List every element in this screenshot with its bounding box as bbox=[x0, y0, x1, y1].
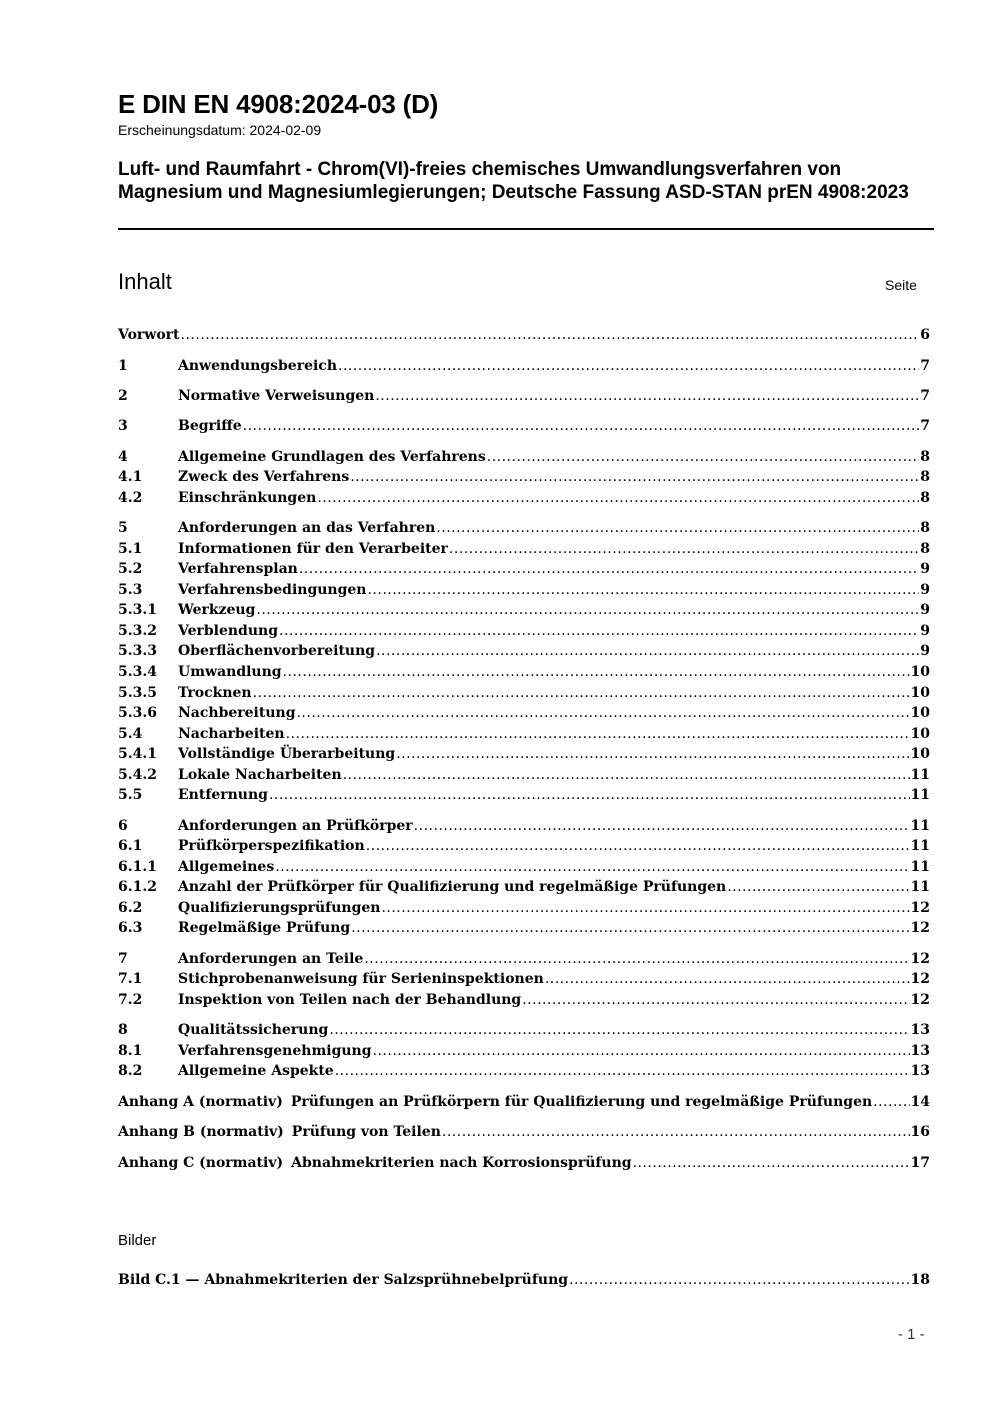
toc-entry-page: 13 bbox=[910, 1043, 930, 1059]
toc-entry-number: 7.1 bbox=[118, 971, 143, 987]
toc-heading: Inhalt bbox=[118, 269, 172, 294]
toc-entry-title: Anforderungen an Teile bbox=[178, 951, 364, 967]
toc-entry-page: 10 bbox=[910, 746, 930, 762]
toc-leader-dots bbox=[449, 539, 919, 559]
toc-leader-dots bbox=[545, 969, 910, 989]
toc-annex-entry[interactable] bbox=[118, 1153, 930, 1173]
toc-entry-page: 12 bbox=[910, 971, 930, 987]
toc-entry-title: Anwendungsbereich bbox=[178, 358, 337, 374]
toc-entry-title: Trocknen bbox=[178, 685, 252, 701]
toc-entry-number: 5.4 bbox=[118, 726, 143, 742]
toc-entry-page: 11 bbox=[910, 859, 930, 875]
figure-entry-page: 18 bbox=[910, 1272, 930, 1288]
toc-entry-title: Anzahl der Prüfkörper für Qualifizierung und regelmäßige Prüfungen bbox=[178, 879, 727, 895]
toc-leader-dots bbox=[269, 785, 910, 805]
toc-entry-page: 11 bbox=[910, 818, 930, 834]
toc-entry-number: 4 bbox=[118, 449, 128, 465]
toc-leader-dots bbox=[364, 949, 909, 969]
toc-leader-dots bbox=[329, 1020, 909, 1040]
toc-entry[interactable] bbox=[118, 356, 930, 376]
toc-entry-title: Allgemeine Grundlagen des Verfahrens bbox=[178, 449, 486, 465]
toc-leader-dots bbox=[253, 683, 910, 703]
toc-annex-page: 17 bbox=[910, 1155, 930, 1171]
toc-entry-title: Regelmäßige Prüfung bbox=[178, 920, 351, 936]
toc-leader-dots bbox=[351, 918, 909, 938]
toc-leader-dots bbox=[296, 703, 909, 723]
toc-entry-number: 5.3.1 bbox=[118, 602, 157, 618]
toc-entry-page: 9 bbox=[920, 602, 930, 618]
toc-entry-page: 12 bbox=[910, 951, 930, 967]
toc-entry[interactable] bbox=[118, 703, 930, 723]
toc-entry-title: Allgemeines bbox=[178, 859, 275, 875]
toc-entry-title: Qualitätssicherung bbox=[178, 1022, 329, 1038]
toc-leader-dots bbox=[243, 416, 920, 436]
toc-entry-number: 4.1 bbox=[118, 469, 143, 485]
toc-entry-title: Verfahrensgenehmigung bbox=[178, 1043, 372, 1059]
toc-leader-dots bbox=[487, 447, 920, 467]
toc-leader-dots bbox=[376, 641, 919, 661]
toc-entry-title: Vollständige Überarbeitung bbox=[178, 746, 396, 762]
toc-entry-title: Allgemeine Aspekte bbox=[178, 1063, 334, 1079]
toc-page-column-label: Seite bbox=[885, 277, 917, 293]
toc-entry-number: 5.3.3 bbox=[118, 643, 157, 659]
toc-entry-title: Anforderungen an das Verfahren bbox=[178, 520, 436, 536]
toc-entry-page: 11 bbox=[910, 787, 930, 803]
toc-entry-page: 13 bbox=[910, 1022, 930, 1038]
toc-entry-title: Inspektion von Teilen nach der Behandlung bbox=[178, 992, 522, 1008]
toc-entry-number: 4.2 bbox=[118, 490, 143, 506]
toc-entry[interactable] bbox=[118, 488, 930, 508]
toc-entry-number: 7.2 bbox=[118, 992, 143, 1008]
toc-entry[interactable] bbox=[118, 662, 930, 682]
document-subtitle: Luft- und Raumfahrt - Chrom(VI)-freies chemisches Umwandlungsverfahren von Magnesium und Magnesiumlegierungen; Deutsche Fassung ASD-STAN prEN 4908:2023 bbox=[118, 159, 909, 203]
toc-entry-page: 11 bbox=[910, 879, 930, 895]
toc-leader-dots bbox=[373, 1041, 910, 1061]
toc-entry-page: 10 bbox=[910, 685, 930, 701]
toc-entry-title: Informationen für den Verarbeiter bbox=[178, 541, 448, 557]
figures-heading: Bilder bbox=[118, 1232, 157, 1249]
toc-entry-title: Prüfkörperspezifikation bbox=[178, 838, 365, 854]
toc-entry[interactable] bbox=[118, 683, 930, 703]
toc-leader-dots bbox=[350, 467, 919, 487]
toc-entry-page: 7 bbox=[920, 388, 930, 404]
figure-entry-title: Bild C.1 — Abnahmekriterien der Salzsprühnebelprüfung bbox=[118, 1272, 569, 1288]
toc-entry-title: Einschränkungen bbox=[178, 490, 317, 506]
toc-entry-page: 9 bbox=[920, 623, 930, 639]
toc-leader-dots bbox=[279, 621, 919, 641]
toc-entry-page: 11 bbox=[910, 838, 930, 854]
toc-entry-title: Nacharbeiten bbox=[178, 726, 285, 742]
toc-entry-page: 8 bbox=[920, 469, 930, 485]
toc-entry[interactable] bbox=[118, 600, 930, 620]
toc-entry[interactable] bbox=[118, 918, 930, 938]
toc-annex-label: Anhang C (normativ) bbox=[118, 1155, 284, 1171]
toc-entry[interactable] bbox=[118, 580, 930, 600]
page-number: - 1 - bbox=[898, 1326, 925, 1343]
toc-entry-number: 6.1 bbox=[118, 838, 143, 854]
toc-leader-dots bbox=[317, 488, 919, 508]
header-divider bbox=[118, 228, 934, 230]
toc-entry-page: 7 bbox=[920, 358, 930, 374]
toc-leader-dots bbox=[338, 356, 919, 376]
toc-entry-number: 5.2 bbox=[118, 561, 143, 577]
toc-entry-title: Verblendung bbox=[178, 623, 278, 639]
toc-entry-title: Lokale Nacharbeiten bbox=[178, 767, 342, 783]
toc-entry-number: 6.1.1 bbox=[118, 859, 157, 875]
toc-entry-number: 8.2 bbox=[118, 1063, 143, 1079]
toc-entry[interactable] bbox=[118, 416, 930, 436]
toc-entry-title: Verfahrensbedingungen bbox=[178, 582, 367, 598]
toc-entry-title: Qualifizierungsprüfungen bbox=[178, 900, 381, 916]
toc-entry-number: 2 bbox=[118, 388, 128, 404]
toc-entry-title: Anforderungen an Prüfkörper bbox=[178, 818, 413, 834]
toc-entry-page: 6 bbox=[920, 327, 930, 343]
toc-leader-dots bbox=[381, 898, 909, 918]
toc-entry-page: 9 bbox=[920, 561, 930, 577]
toc-entry-number: 5.1 bbox=[118, 541, 143, 557]
toc-leader-dots bbox=[633, 1153, 910, 1173]
toc-entry[interactable] bbox=[118, 518, 930, 538]
toc-entry-page: 8 bbox=[920, 449, 930, 465]
toc-entry[interactable] bbox=[118, 744, 930, 764]
toc-annex-page: 16 bbox=[910, 1124, 930, 1140]
toc-leader-dots bbox=[343, 765, 910, 785]
toc-annex-title: Prüfung von Teilen bbox=[291, 1124, 441, 1140]
document-title: E DIN EN 4908:2024-03 (D) bbox=[118, 89, 439, 119]
toc-entry-number: 5.4.2 bbox=[118, 767, 157, 783]
toc-entry-page: 12 bbox=[910, 992, 930, 1008]
toc-entry[interactable] bbox=[118, 325, 930, 345]
toc-entry-number: 8.1 bbox=[118, 1043, 143, 1059]
toc-leader-dots bbox=[442, 1122, 910, 1142]
toc-annex-title: Prüfungen an Prüfkörpern für Qualifizierung und regelmäßige Prüfungen bbox=[290, 1094, 873, 1110]
toc-entry-number: 5.3.5 bbox=[118, 685, 157, 701]
toc-leader-dots bbox=[436, 518, 919, 538]
toc-entry-title: Nachbereitung bbox=[178, 705, 296, 721]
toc-leader-dots bbox=[396, 744, 909, 764]
toc-annex-label: Anhang B (normativ) bbox=[118, 1124, 284, 1140]
toc-entry[interactable] bbox=[118, 898, 930, 918]
toc-entry[interactable] bbox=[118, 785, 930, 805]
toc-entry[interactable] bbox=[118, 1041, 930, 1061]
toc-entry-number: 5.3.2 bbox=[118, 623, 157, 639]
toc-entry[interactable] bbox=[118, 467, 930, 487]
toc-entry-number: 5.3.4 bbox=[118, 664, 157, 680]
toc-leader-dots bbox=[283, 662, 910, 682]
toc-entry-number: 3 bbox=[118, 418, 128, 434]
toc-annex-entry[interactable] bbox=[118, 1122, 930, 1142]
toc-entry[interactable] bbox=[118, 990, 930, 1010]
toc-entry[interactable] bbox=[118, 1061, 930, 1081]
toc-entry[interactable] bbox=[118, 539, 930, 559]
toc-entry-title: Entfernung bbox=[178, 787, 268, 803]
toc-leader-dots bbox=[335, 1061, 910, 1081]
toc-leader-dots bbox=[873, 1092, 909, 1112]
toc-entry[interactable] bbox=[118, 836, 930, 856]
toc-entry-title: Begriffe bbox=[178, 418, 242, 434]
toc-entry[interactable] bbox=[118, 816, 930, 836]
toc-entry[interactable] bbox=[118, 969, 930, 989]
toc-leader-dots bbox=[366, 836, 910, 856]
toc-entry-number: 5.3.6 bbox=[118, 705, 157, 721]
toc-entry-page: 12 bbox=[910, 920, 930, 936]
toc-entry-page: 10 bbox=[910, 664, 930, 680]
toc-entry[interactable] bbox=[118, 1020, 930, 1040]
toc-leader-dots bbox=[256, 600, 919, 620]
toc-entry-page: 9 bbox=[920, 582, 930, 598]
toc-entry-title: Werkzeug bbox=[178, 602, 256, 618]
toc-entry-number: 1 bbox=[118, 358, 128, 374]
toc-entry-number: Vorwort bbox=[118, 327, 180, 343]
toc-entry[interactable] bbox=[118, 641, 930, 661]
toc-entry-page: 12 bbox=[910, 900, 930, 916]
toc-entry-number: 6.3 bbox=[118, 920, 143, 936]
toc-entry-page: 7 bbox=[920, 418, 930, 434]
toc-entry-number: 5.4.1 bbox=[118, 746, 157, 762]
toc-entry-number: 5.3 bbox=[118, 582, 143, 598]
toc-entry-number: 6.1.2 bbox=[118, 879, 157, 895]
toc-leader-dots bbox=[299, 559, 919, 579]
toc-entry-number: 6 bbox=[118, 818, 128, 834]
toc-annex-title: Abnahmekriterien nach Korrosionsprüfung bbox=[291, 1155, 632, 1171]
toc-entry-number: 8 bbox=[118, 1022, 128, 1038]
publication-date: Erscheinungsdatum: 2024-02-09 bbox=[118, 122, 322, 138]
toc-entry[interactable] bbox=[118, 559, 930, 579]
toc-leader-dots bbox=[727, 877, 909, 897]
toc-annex-label: Anhang A (normativ) bbox=[118, 1094, 283, 1110]
toc-leader-dots bbox=[375, 386, 919, 406]
toc-entry[interactable] bbox=[118, 386, 930, 406]
toc-entry[interactable] bbox=[118, 724, 930, 744]
toc-leader-dots bbox=[367, 580, 919, 600]
toc-annex-page: 14 bbox=[910, 1094, 930, 1110]
toc-entry-page: 8 bbox=[920, 490, 930, 506]
toc-entry-title: Stichprobenanweisung für Serieninspektionen bbox=[178, 971, 544, 987]
toc-entry-page: 11 bbox=[910, 767, 930, 783]
toc-leader-dots bbox=[286, 724, 910, 744]
toc-entry-page: 8 bbox=[920, 541, 930, 557]
toc-entry-title: Normative Verweisungen bbox=[178, 388, 375, 404]
toc-leader-dots bbox=[181, 325, 920, 345]
toc-entry[interactable] bbox=[118, 621, 930, 641]
toc-entry-number: 5 bbox=[118, 520, 128, 536]
toc-entry-page: 13 bbox=[910, 1063, 930, 1079]
toc-entry-number: 7 bbox=[118, 951, 128, 967]
toc-entry[interactable] bbox=[118, 765, 930, 785]
toc-entry-page: 10 bbox=[910, 705, 930, 721]
toc-entry-page: 9 bbox=[920, 643, 930, 659]
figure-entry[interactable] bbox=[118, 1270, 930, 1290]
toc-leader-dots bbox=[569, 1270, 909, 1290]
toc-leader-dots bbox=[414, 816, 910, 836]
toc-entry-page: 8 bbox=[920, 520, 930, 536]
toc-entry-title: Umwandlung bbox=[178, 664, 282, 680]
toc-entry[interactable] bbox=[118, 949, 930, 969]
toc-leader-dots bbox=[275, 857, 909, 877]
toc-entry-page: 10 bbox=[910, 726, 930, 742]
toc-entry-title: Zweck des Verfahrens bbox=[178, 469, 350, 485]
toc-entry-title: Oberflächenvorbereitung bbox=[178, 643, 376, 659]
toc-annex-entry[interactable] bbox=[118, 1092, 930, 1112]
toc-entry-number: 6.2 bbox=[118, 900, 143, 916]
toc-entry-number: 5.5 bbox=[118, 787, 143, 803]
toc-leader-dots bbox=[522, 990, 909, 1010]
toc-entry[interactable] bbox=[118, 877, 930, 897]
toc-entry-title: Verfahrensplan bbox=[178, 561, 298, 577]
toc-entry[interactable] bbox=[118, 857, 930, 877]
toc-entry[interactable] bbox=[118, 447, 930, 467]
